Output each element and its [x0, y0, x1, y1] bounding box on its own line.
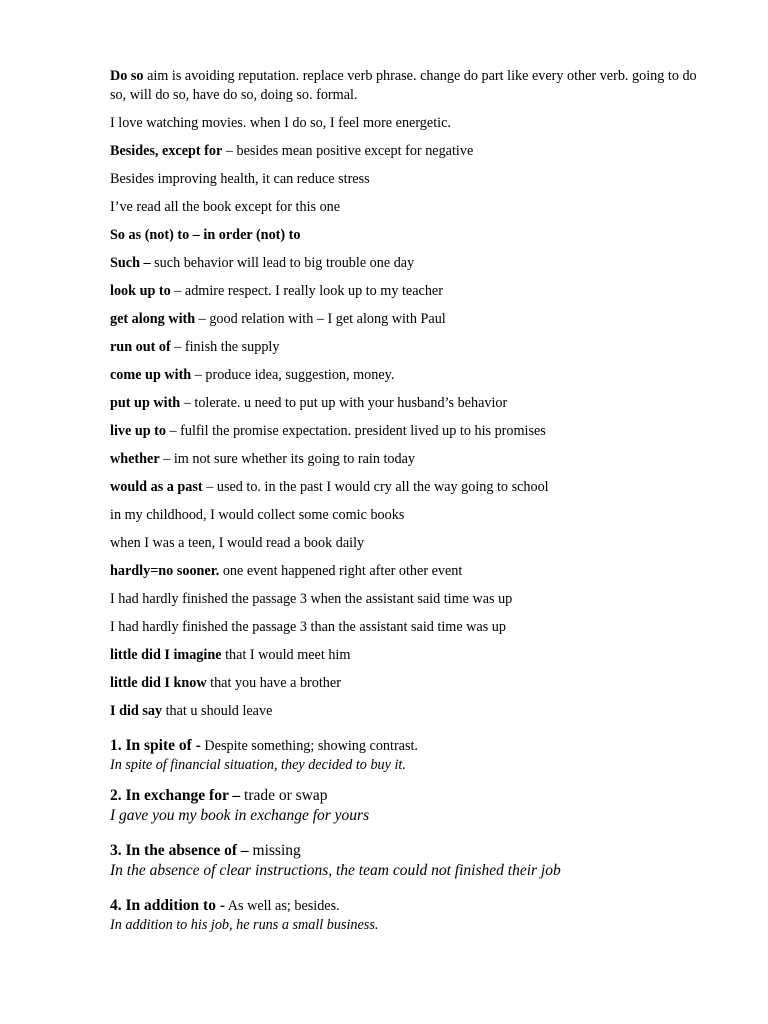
note-line	[110, 394, 710, 413]
note-line	[110, 590, 710, 609]
note-line	[110, 534, 710, 553]
note-text: in my childhood, I would collect some comic books	[110, 507, 405, 523]
section-definition: Despite something; showing contrast.	[200, 738, 418, 754]
section-term: 2. In exchange for –	[110, 787, 241, 804]
note-line	[110, 282, 710, 301]
section-definition: missing	[248, 842, 301, 859]
note-line	[110, 310, 710, 329]
note-line	[110, 450, 710, 469]
section-example: In the absence of clear instructions, the team could not finished their job	[110, 862, 561, 879]
section-definition: trade or swap	[240, 787, 328, 804]
note-text: that you have a brother	[206, 675, 341, 691]
note-text: aim is avoiding reputation. replace verb phrase. change do part like every other verb. going to do so, will do so, have do so, doing so. formal.	[110, 68, 697, 103]
note-line	[110, 254, 710, 273]
note-line	[110, 198, 710, 217]
term: Besides, except for	[110, 143, 223, 159]
note-text: – used to. in the past I would cry all the way going to school	[202, 479, 549, 495]
note-text: that u should leave	[162, 703, 273, 719]
term: whether	[110, 451, 160, 467]
note-text: when I was a teen, I would read a book daily	[110, 535, 365, 551]
section-in-spite-of	[110, 736, 730, 774]
note-line	[110, 702, 710, 721]
note-line	[110, 646, 710, 665]
term: put up with	[110, 395, 181, 411]
section-in-the-absence-of	[110, 841, 730, 881]
term: I did say	[110, 703, 163, 719]
note-text: – fulfil the promise expectation. president lived up to his promises	[165, 423, 546, 439]
term: Do so	[110, 68, 144, 84]
term: would as a past	[110, 479, 203, 495]
note-text: – finish the supply	[170, 339, 280, 355]
term: get along with	[110, 311, 196, 327]
note-line	[110, 142, 710, 161]
section-term: 4. In addition to -	[110, 897, 225, 914]
section-definition: As well as; besides.	[225, 898, 340, 914]
note-text: – tolerate. u need to put up with your husband’s behavior	[180, 395, 508, 411]
note-line	[110, 366, 710, 385]
note-text: I had hardly finished the passage 3 when the assistant said time was up	[110, 591, 513, 607]
section-in-exchange-for	[110, 786, 730, 826]
note-line	[110, 562, 710, 581]
note-text: – im not sure whether its going to rain today	[159, 451, 415, 467]
note-line	[110, 478, 710, 497]
note-text: – admire respect. I really look up to my teacher	[170, 283, 443, 299]
section-example: In addition to his job, he runs a small business.	[110, 917, 379, 933]
note-line	[110, 114, 710, 133]
note-text: I love watching movies. when I do so, I feel more energetic.	[110, 115, 451, 131]
section-heading	[110, 896, 730, 916]
section-heading	[110, 786, 730, 806]
term: look up to	[110, 283, 171, 299]
note-text: one event happened right after other event	[219, 563, 463, 579]
section-term: 1. In spite of -	[110, 737, 201, 754]
term: live up to	[110, 423, 166, 439]
note-line	[110, 67, 710, 105]
note-text: I had hardly finished the passage 3 than the assistant said time was up	[110, 619, 506, 635]
note-line	[110, 226, 710, 245]
note-line	[110, 170, 710, 189]
note-text: Besides improving health, it can reduce stress	[110, 171, 370, 187]
term: little did I know	[110, 675, 207, 691]
term: little did I imagine	[110, 647, 222, 663]
term: hardly=no sooner.	[110, 563, 220, 579]
section-in-addition-to	[110, 896, 730, 934]
section-heading	[110, 841, 730, 861]
note-line	[110, 338, 710, 357]
term: come up with	[110, 367, 192, 383]
section-example: In spite of financial situation, they decided to buy it.	[110, 757, 406, 773]
note-text: such behavior will lead to big trouble one day	[150, 255, 415, 271]
section-example: I gave you my book in exchange for yours	[110, 807, 370, 824]
note-text: I’ve read all the book except for this one	[110, 199, 341, 215]
note-text: – good relation with – I get along with Paul	[195, 311, 446, 327]
note-text: that I would meet him	[221, 647, 351, 663]
term: Such –	[110, 255, 151, 271]
note-line	[110, 422, 710, 441]
term: So as (not) to – in order (not) to	[110, 227, 301, 243]
note-text: – besides mean positive except for negative	[222, 143, 474, 159]
term: run out of	[110, 339, 171, 355]
note-line	[110, 506, 710, 525]
section-term: 3. In the absence of –	[110, 842, 249, 859]
note-line	[110, 618, 710, 637]
notes-body	[110, 67, 710, 730]
note-line	[110, 674, 710, 693]
section-heading	[110, 736, 730, 756]
note-text: – produce idea, suggestion, money.	[191, 367, 395, 383]
